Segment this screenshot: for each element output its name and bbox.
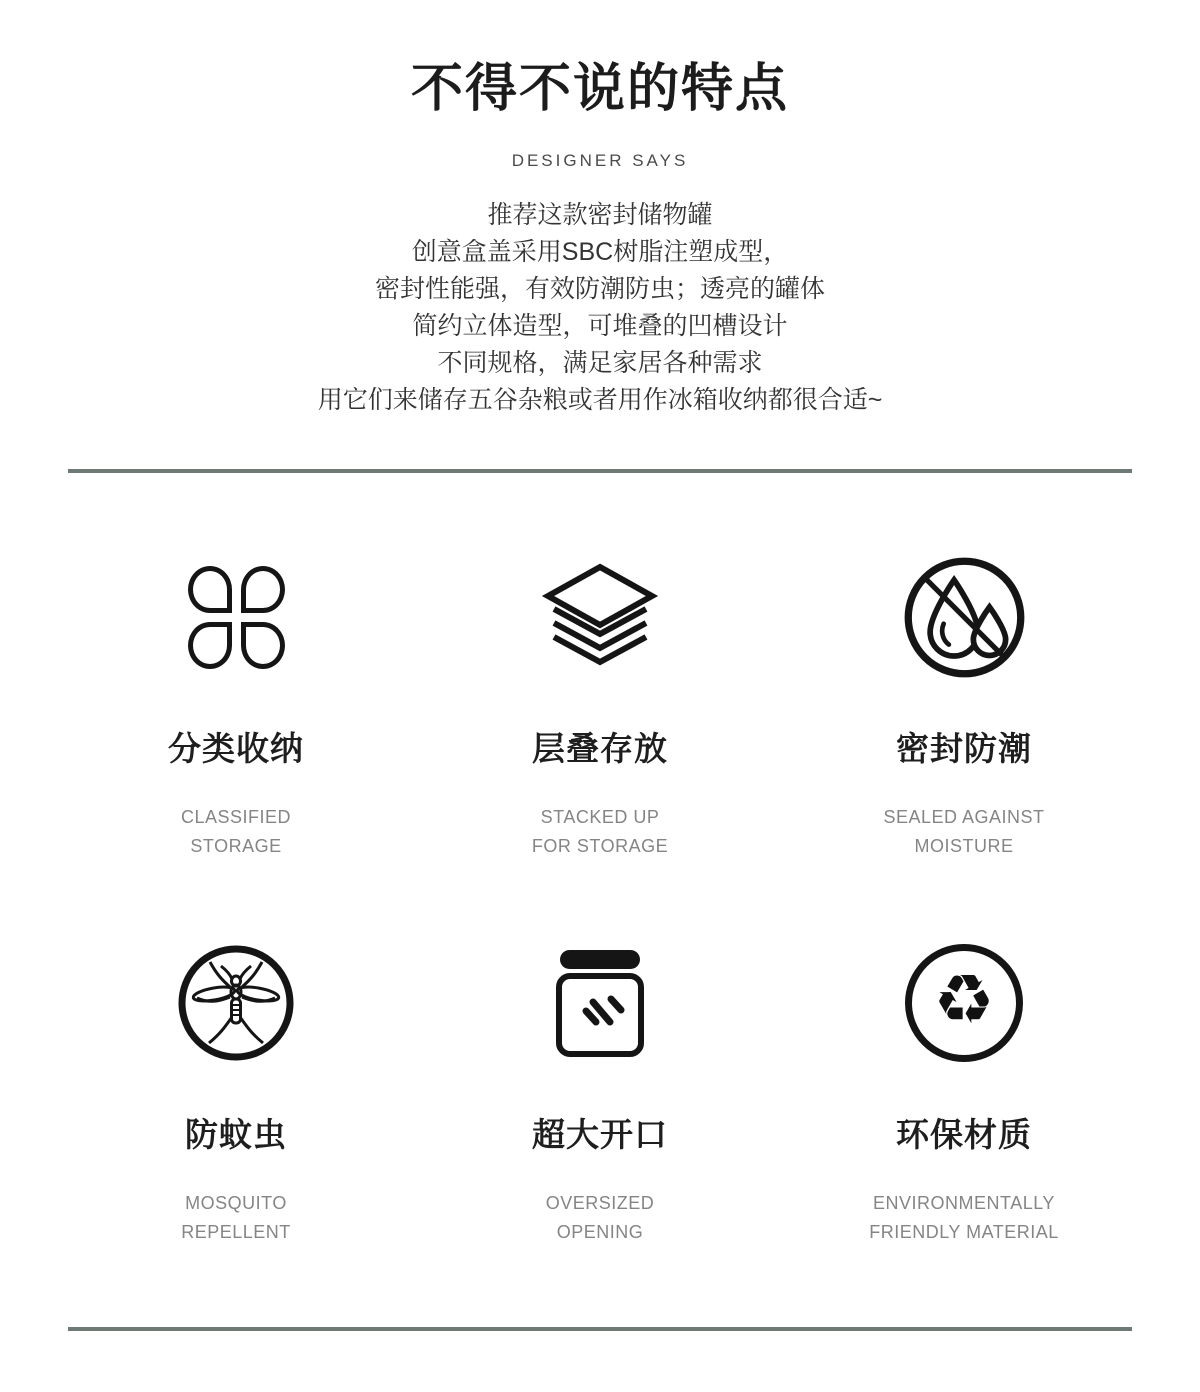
feature-title: 环保材质 [896, 1115, 1032, 1153]
feature-mosquito-repellent [54, 931, 418, 1247]
feature-sealed-moisture [782, 545, 1146, 861]
description-line: 密封性能强，有效防潮防虫；透亮的罐体 [374, 274, 825, 303]
recycle-icon [905, 944, 1023, 1062]
feature-title: 分类收纳 [168, 729, 304, 767]
clover-storage-icon [188, 566, 285, 669]
page-subtitle: DESIGNER SAYS [511, 150, 689, 170]
feature-caption: SEALED AGAINST MOISTURE [883, 806, 1045, 856]
description-line: 创意盒盖采用SBC树脂注塑成型， [411, 237, 789, 266]
recycle-glyph: ♻ [933, 961, 995, 1041]
stacked-layers-icon [541, 563, 659, 671]
page-title: 不得不说的特点 [410, 60, 789, 118]
mosquito-icon [176, 943, 296, 1063]
feature-caption: ENVIRONMENTALLY FRIENDLY MATERIAL [869, 1192, 1059, 1242]
bottom-divider [68, 1327, 1132, 1331]
jar-opening-icon [555, 948, 645, 1058]
feature-caption: CLASSIFIED STORAGE [180, 806, 292, 856]
description-line: 用它们来储存五谷杂粮或者用作冰箱收纳都很合适~ [317, 385, 883, 414]
description-line: 推荐这款密封储物罐 [487, 200, 713, 229]
feature-title: 层叠存放 [532, 729, 668, 767]
description-line: 简约立体造型，可堆叠的凹槽设计 [412, 311, 788, 340]
feature-grid [54, 545, 1146, 1247]
feature-eco-material [782, 931, 1146, 1247]
feature-title: 密封防潮 [896, 729, 1032, 767]
feature-caption: MOSQUITO REPELLENT [181, 1192, 291, 1242]
feature-caption: OVERSIZED OPENING [545, 1192, 655, 1242]
feature-classified-storage [54, 545, 418, 861]
feature-oversized-opening [418, 931, 782, 1247]
feature-stacked-storage [418, 545, 782, 861]
feature-caption: STACKED UP FOR STORAGE [531, 806, 669, 856]
description-paragraph [0, 197, 1200, 419]
feature-title: 超大开口 [532, 1115, 668, 1153]
feature-title: 防蚊虫 [185, 1115, 287, 1153]
no-moisture-icon [902, 555, 1027, 680]
top-divider [68, 469, 1132, 473]
description-line: 不同规格，满足家居各种需求 [437, 348, 763, 377]
